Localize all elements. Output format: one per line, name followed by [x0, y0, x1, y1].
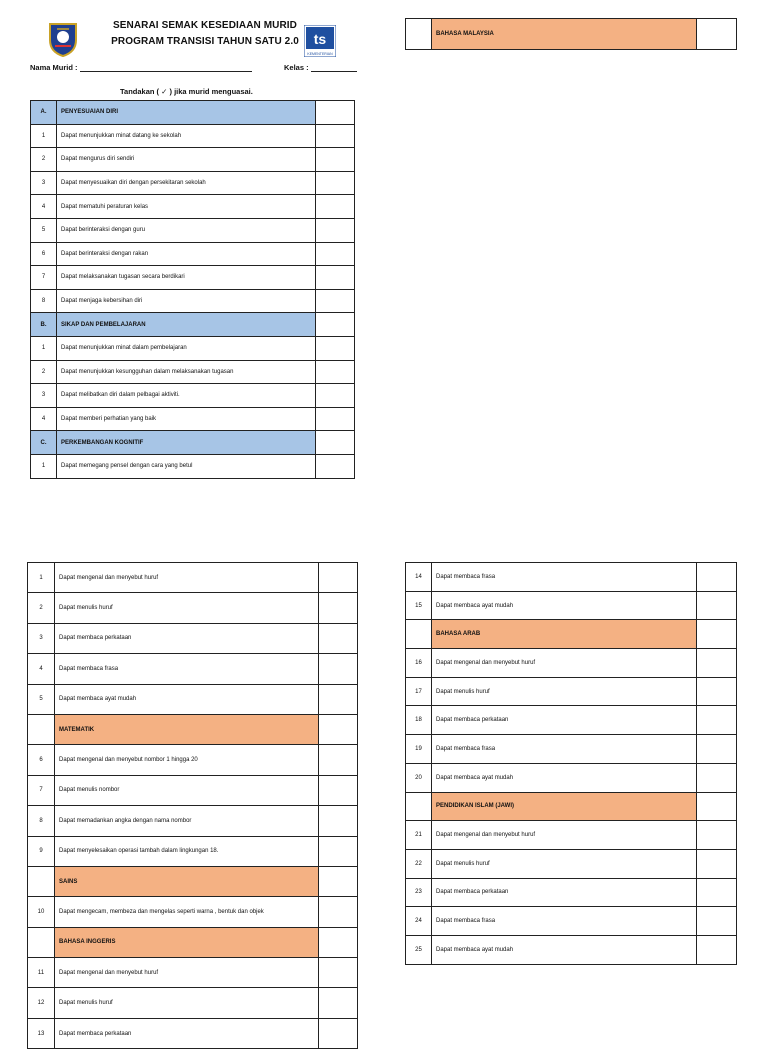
row-number: 4 — [28, 654, 55, 684]
tick-box[interactable] — [697, 563, 737, 592]
criterion-text: Dapat menyelesaikan operasi tambah dalam lingkungan 18. — [55, 836, 319, 866]
row-number: 1 — [31, 124, 57, 148]
row-number: 12 — [28, 988, 55, 1018]
checklist-row — [406, 821, 737, 850]
criterion-text: Dapat memegang pensel dengan cara yang betul — [57, 454, 316, 478]
tick-box[interactable] — [697, 763, 737, 792]
section-header-row — [406, 792, 737, 821]
criterion-text: Dapat mematuhi peraturan kelas — [57, 195, 316, 219]
criterion-text: Dapat membaca perkataan — [432, 878, 697, 907]
checklist-row — [31, 360, 355, 384]
section-header-row — [406, 19, 737, 50]
tick-box[interactable] — [319, 806, 358, 836]
criterion-text: Dapat melibatkan diri dalam pelbagai aktiviti. — [57, 384, 316, 408]
row-number: 18 — [406, 706, 432, 735]
row-number: 11 — [28, 958, 55, 988]
row-number: 4 — [31, 195, 57, 219]
tick-box[interactable] — [697, 907, 737, 936]
checklist-row — [28, 745, 358, 775]
row-number: 20 — [406, 763, 432, 792]
criterion-text: Dapat menulis nombor — [55, 775, 319, 805]
class-line[interactable] — [311, 63, 357, 72]
row-number: 23 — [406, 878, 432, 907]
tick-box[interactable] — [319, 593, 358, 623]
checklist-row — [28, 775, 358, 805]
criterion-text: Dapat memberi perhatian yang baik — [57, 407, 316, 431]
row-number: 2 — [31, 360, 57, 384]
checklist-row — [406, 677, 737, 706]
row-number: 16 — [406, 649, 432, 678]
checklist-row — [406, 763, 737, 792]
tick-box[interactable] — [319, 866, 358, 896]
checklist-row — [31, 242, 355, 266]
tick-box[interactable] — [316, 171, 355, 195]
class-field[interactable] — [284, 63, 357, 72]
section-header-row — [28, 927, 358, 957]
student-name-line[interactable] — [80, 63, 252, 72]
section-title: SAINS — [55, 866, 319, 896]
tick-box[interactable] — [697, 849, 737, 878]
checklist-row — [406, 935, 737, 964]
tick-box[interactable] — [316, 101, 355, 125]
tick-box[interactable] — [697, 935, 737, 964]
checklist-row — [28, 684, 358, 714]
row-number: 4 — [31, 407, 57, 431]
tick-box[interactable] — [697, 821, 737, 850]
tick-box[interactable] — [319, 563, 358, 593]
instruction-text: Tandakan ( ✓ ) jika murid menguasai. — [120, 87, 253, 96]
checklist-row — [406, 735, 737, 764]
tick-box[interactable] — [319, 775, 358, 805]
checklist-row — [31, 289, 355, 313]
row-number: 22 — [406, 849, 432, 878]
tick-box[interactable] — [316, 407, 355, 431]
section-header-row — [28, 714, 358, 744]
tick-box[interactable] — [316, 454, 355, 478]
row-number — [406, 19, 432, 50]
row-number: 8 — [31, 289, 57, 313]
row-number: 5 — [28, 684, 55, 714]
checklist-row — [406, 907, 737, 936]
section-header-row — [31, 431, 355, 455]
criterion-text: Dapat berinteraksi dengan guru — [57, 218, 316, 242]
tick-box[interactable] — [316, 336, 355, 360]
checklist-row — [28, 593, 358, 623]
checklist-row — [31, 148, 355, 172]
svg-text:ts: ts — [313, 31, 327, 47]
row-number: 2 — [31, 148, 57, 172]
criterion-text: Dapat menunjukkan kesungguhan dalam melaksanakan tugasan — [57, 360, 316, 384]
tick-box[interactable] — [319, 1018, 358, 1048]
tick-box[interactable] — [697, 591, 737, 620]
criterion-text: Dapat menyesuaikan diri dengan persekitaran sekolah — [57, 171, 316, 195]
row-number: 17 — [406, 677, 432, 706]
row-number: 2 — [28, 593, 55, 623]
criterion-text: Dapat menulis huruf — [55, 988, 319, 1018]
tick-box[interactable] — [319, 623, 358, 653]
tick-box[interactable] — [316, 148, 355, 172]
row-number: 5 — [31, 218, 57, 242]
tick-box[interactable] — [319, 654, 358, 684]
criterion-text: Dapat membaca ayat mudah — [432, 935, 697, 964]
criterion-text: Dapat mengenal dan menyebut huruf — [55, 563, 319, 593]
tick-box[interactable] — [316, 195, 355, 219]
row-number: 9 — [28, 836, 55, 866]
criterion-text: Dapat mengurus diri sendiri — [57, 148, 316, 172]
tick-box[interactable] — [697, 878, 737, 907]
tick-box[interactable] — [697, 620, 737, 649]
row-number: 24 — [406, 907, 432, 936]
criterion-text: Dapat menunjukkan minat datang ke sekolah — [57, 124, 316, 148]
criterion-text: Dapat mengenal dan menyebut huruf — [55, 958, 319, 988]
checklist-row — [31, 218, 355, 242]
criterion-text: Dapat mengenal dan menyebut nombor 1 hingga 20 — [55, 745, 319, 775]
checklist-row — [406, 706, 737, 735]
section-header-row — [28, 866, 358, 896]
tick-box[interactable] — [697, 19, 737, 50]
section-header-row — [406, 620, 737, 649]
checklist-row — [31, 124, 355, 148]
row-number: A. — [31, 101, 57, 125]
class-label: Kelas : — [284, 63, 309, 72]
tick-box[interactable] — [319, 684, 358, 714]
criterion-text: Dapat mengenal dan menyebut huruf — [432, 649, 697, 678]
criterion-text: Dapat menunjukkan minat dalam pembelajaran — [57, 336, 316, 360]
section-title: SIKAP DAN PEMBELAJARAN — [57, 313, 316, 337]
row-number — [28, 927, 55, 957]
criterion-text: Dapat mengecam, membeza dan mengelas seperti warna , bentuk dan objek — [55, 897, 319, 927]
criterion-text: Dapat membaca frasa — [55, 654, 319, 684]
row-number: 8 — [28, 806, 55, 836]
checklist-row — [28, 623, 358, 653]
criterion-text: Dapat membaca frasa — [432, 907, 697, 936]
ts-logo — [304, 25, 336, 57]
tick-box[interactable] — [316, 431, 355, 455]
row-number — [28, 714, 55, 744]
title-line-1: SENARAI SEMAK KESEDIAAN MURID — [112, 20, 298, 31]
tick-box[interactable] — [316, 266, 355, 290]
checklist-table-main — [30, 100, 355, 479]
row-number: 6 — [28, 745, 55, 775]
row-number: 13 — [28, 1018, 55, 1048]
criterion-text: Dapat membaca perkataan — [55, 623, 319, 653]
row-number: 25 — [406, 935, 432, 964]
title-line-2: PROGRAM TRANSISI TAHUN SATU 2.0 — [111, 36, 299, 47]
section-title: PENDIDIKAN ISLAM (JAWI) — [432, 792, 697, 821]
row-number: 1 — [31, 336, 57, 360]
row-number: 1 — [31, 454, 57, 478]
checklist-row — [31, 266, 355, 290]
criterion-text: Dapat menulis huruf — [55, 593, 319, 623]
ts-logo-caption: KEMENTERIAN — [307, 52, 333, 56]
tick-box[interactable] — [697, 706, 737, 735]
criterion-text: Dapat membaca perkataan — [55, 1018, 319, 1048]
tick-box[interactable] — [319, 745, 358, 775]
checklist-row — [31, 384, 355, 408]
row-number: 7 — [31, 266, 57, 290]
tick-box[interactable] — [319, 836, 358, 866]
criterion-text: Dapat membaca perkataan — [432, 706, 697, 735]
section-title: BAHASA MALAYSIA — [432, 19, 697, 50]
checklist-row — [406, 878, 737, 907]
criterion-text: Dapat membaca ayat mudah — [55, 684, 319, 714]
checklist-row — [28, 897, 358, 927]
criterion-text: Dapat berinteraksi dengan rakan — [57, 242, 316, 266]
criterion-text: Dapat membaca frasa — [432, 735, 697, 764]
criterion-text: Dapat memadankan angka dengan nama nombor — [55, 806, 319, 836]
checklist-table-bottom-left — [27, 562, 358, 1049]
row-number: 14 — [406, 563, 432, 592]
checklist-row — [28, 836, 358, 866]
tick-box[interactable] — [319, 927, 358, 957]
checklist-row — [406, 649, 737, 678]
section-title: BAHASA ARAB — [432, 620, 697, 649]
tick-box[interactable] — [316, 218, 355, 242]
checklist-row — [28, 563, 358, 593]
checklist-row — [31, 407, 355, 431]
row-number: 7 — [28, 775, 55, 805]
student-name-label: Nama Murid : — [30, 63, 78, 72]
tick-box[interactable] — [316, 289, 355, 313]
tick-box[interactable] — [319, 897, 358, 927]
tick-box[interactable] — [316, 313, 355, 337]
student-name-field[interactable] — [30, 63, 252, 72]
checklist-table-bahasa-malaysia — [405, 18, 737, 50]
tick-box[interactable] — [316, 124, 355, 148]
tick-box[interactable] — [697, 649, 737, 678]
checklist-row — [28, 988, 358, 1018]
row-number: 15 — [406, 591, 432, 620]
criterion-text: Dapat menulis huruf — [432, 849, 697, 878]
checklist-row — [406, 849, 737, 878]
tick-box[interactable] — [697, 792, 737, 821]
criterion-text: Dapat menulis huruf — [432, 677, 697, 706]
checklist-row — [31, 454, 355, 478]
row-number: C. — [31, 431, 57, 455]
row-number: 1 — [28, 563, 55, 593]
row-number: 10 — [28, 897, 55, 927]
tick-box[interactable] — [697, 677, 737, 706]
checklist-row — [28, 1018, 358, 1048]
criterion-text: Dapat membaca frasa — [432, 563, 697, 592]
checklist-row — [28, 806, 358, 836]
row-number — [406, 792, 432, 821]
criterion-text: Dapat membaca ayat mudah — [432, 763, 697, 792]
checklist-table-bottom-right — [405, 562, 737, 965]
tick-box[interactable] — [697, 735, 737, 764]
section-header-row — [31, 101, 355, 125]
tick-box[interactable] — [319, 988, 358, 1018]
row-number: 3 — [31, 384, 57, 408]
section-title: MATEMATIK — [55, 714, 319, 744]
section-title: BAHASA INGGERIS — [55, 927, 319, 957]
tick-box[interactable] — [319, 714, 358, 744]
checklist-row — [406, 591, 737, 620]
checklist-row — [31, 195, 355, 219]
row-number — [406, 620, 432, 649]
section-title: PERKEMBANGAN KOGNITIF — [57, 431, 316, 455]
checklist-row — [31, 336, 355, 360]
row-number: 3 — [28, 623, 55, 653]
criterion-text: Dapat menjaga kebersihan diri — [57, 289, 316, 313]
row-number: 3 — [31, 171, 57, 195]
checklist-row — [28, 654, 358, 684]
row-number: 21 — [406, 821, 432, 850]
tick-box[interactable] — [316, 360, 355, 384]
section-header-row — [31, 313, 355, 337]
row-number: 19 — [406, 735, 432, 764]
checklist-row — [406, 563, 737, 592]
checklist-row — [28, 958, 358, 988]
row-number — [28, 866, 55, 896]
tick-box[interactable] — [316, 242, 355, 266]
criterion-text: Dapat melaksanakan tugasan secara berdikari — [57, 266, 316, 290]
criterion-text: Dapat membaca ayat mudah — [432, 591, 697, 620]
section-title: PENYESUAIAN DIRI — [57, 101, 316, 125]
checklist-row — [31, 171, 355, 195]
tick-box[interactable] — [319, 958, 358, 988]
criterion-text: Dapat mengenal dan menyebut huruf — [432, 821, 697, 850]
row-number: B. — [31, 313, 57, 337]
tick-box[interactable] — [316, 384, 355, 408]
row-number: 6 — [31, 242, 57, 266]
